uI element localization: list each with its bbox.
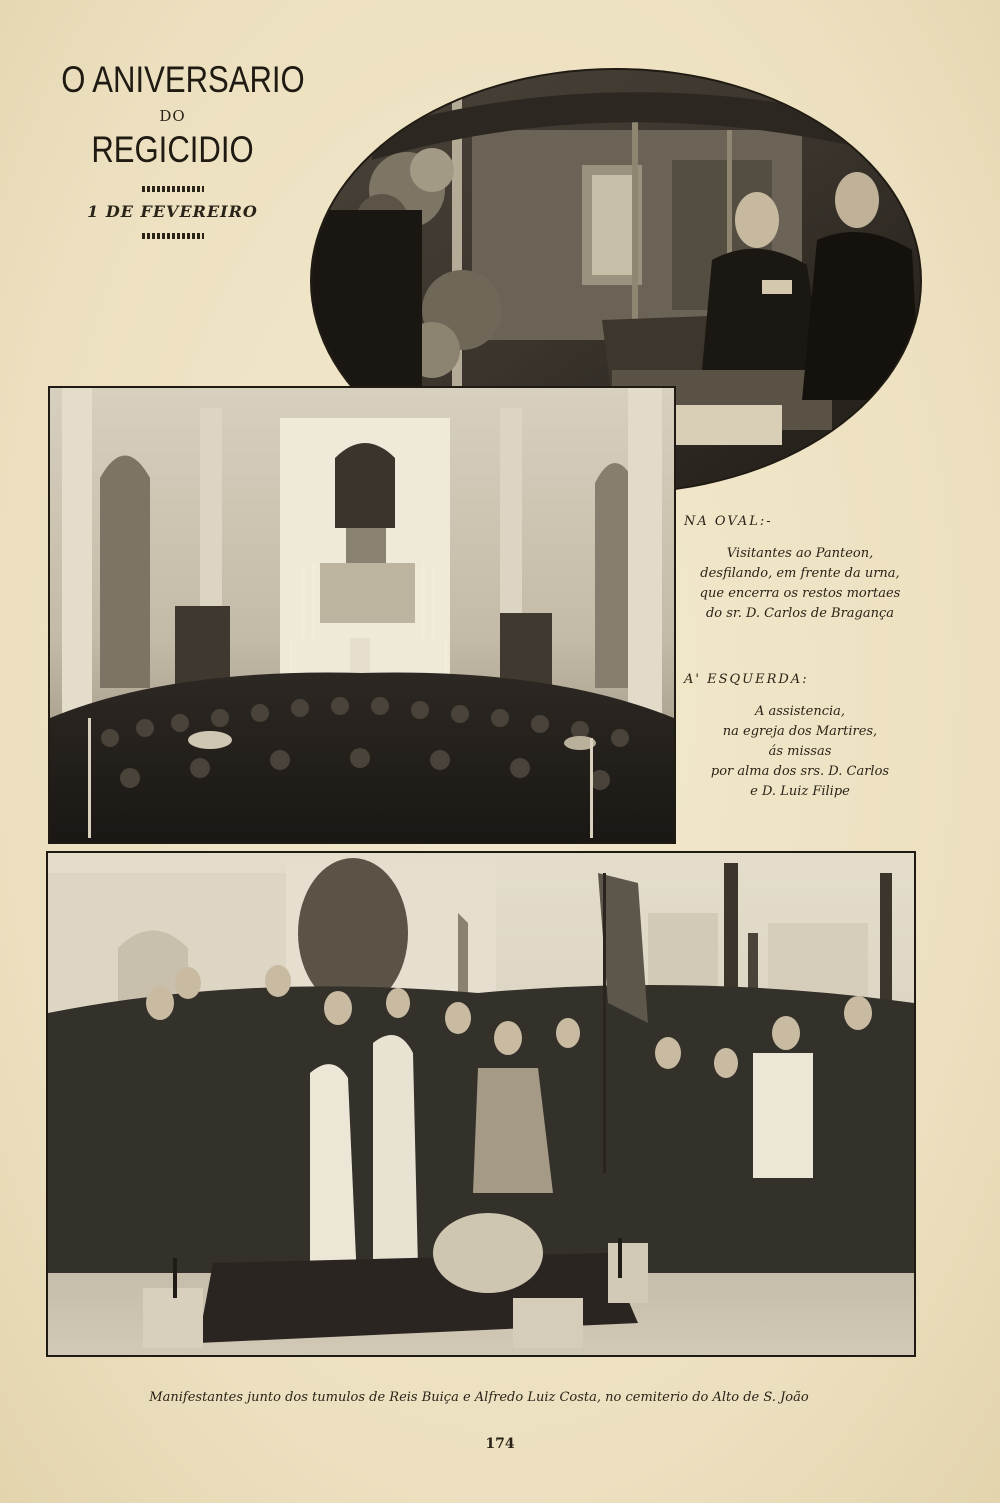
caption-oval-line: desfilando, em frente da urna, xyxy=(700,566,900,581)
caption-left-line: e D. Luiz Filipe xyxy=(750,784,850,799)
caption-left-line: A assistencia, xyxy=(754,704,846,719)
caption-oval-line: do sr. D. Carlos de Bragança xyxy=(705,606,895,621)
page-number: 174 xyxy=(485,1436,515,1452)
bottom-photo-caption: Manifestantes junto dos tumulos de Reis Buiça e Alfredo Luiz Costa, no cemiterio do Alto de S. João xyxy=(149,1390,809,1405)
caption-oval-line: Visitantes ao Panteon, xyxy=(726,546,874,561)
ornament-rule-bottom xyxy=(142,233,204,239)
cemetery-photo xyxy=(46,851,916,1357)
title-connector: DO xyxy=(159,107,186,125)
title-line-2: REGICIDIO xyxy=(91,129,254,170)
article-date: 1 DE FEVEREIRO xyxy=(87,202,258,221)
caption-oval-line: que encerra os restos mortaes xyxy=(699,586,901,601)
caption-left-line: ás missas xyxy=(768,744,832,759)
title-line-1: O ANIVERSARIO xyxy=(61,59,305,100)
caption-left-line: na egreja dos Martires, xyxy=(722,724,878,739)
church-interior-image xyxy=(50,388,674,842)
caption-oval-label: NA OVAL:- xyxy=(684,514,773,529)
caption-left-line: por alma dos srs. D. Carlos xyxy=(710,764,890,779)
church-photo xyxy=(48,386,676,844)
caption-left-label: A' ESQUERDA: xyxy=(684,672,809,687)
caption-oval xyxy=(684,512,916,624)
caption-oval-text xyxy=(684,544,916,624)
caption-left xyxy=(684,670,916,802)
cemetery-scene-image xyxy=(48,853,914,1355)
article-header xyxy=(40,58,305,239)
ornament-rule-top xyxy=(142,186,204,192)
caption-left-text xyxy=(684,702,916,802)
